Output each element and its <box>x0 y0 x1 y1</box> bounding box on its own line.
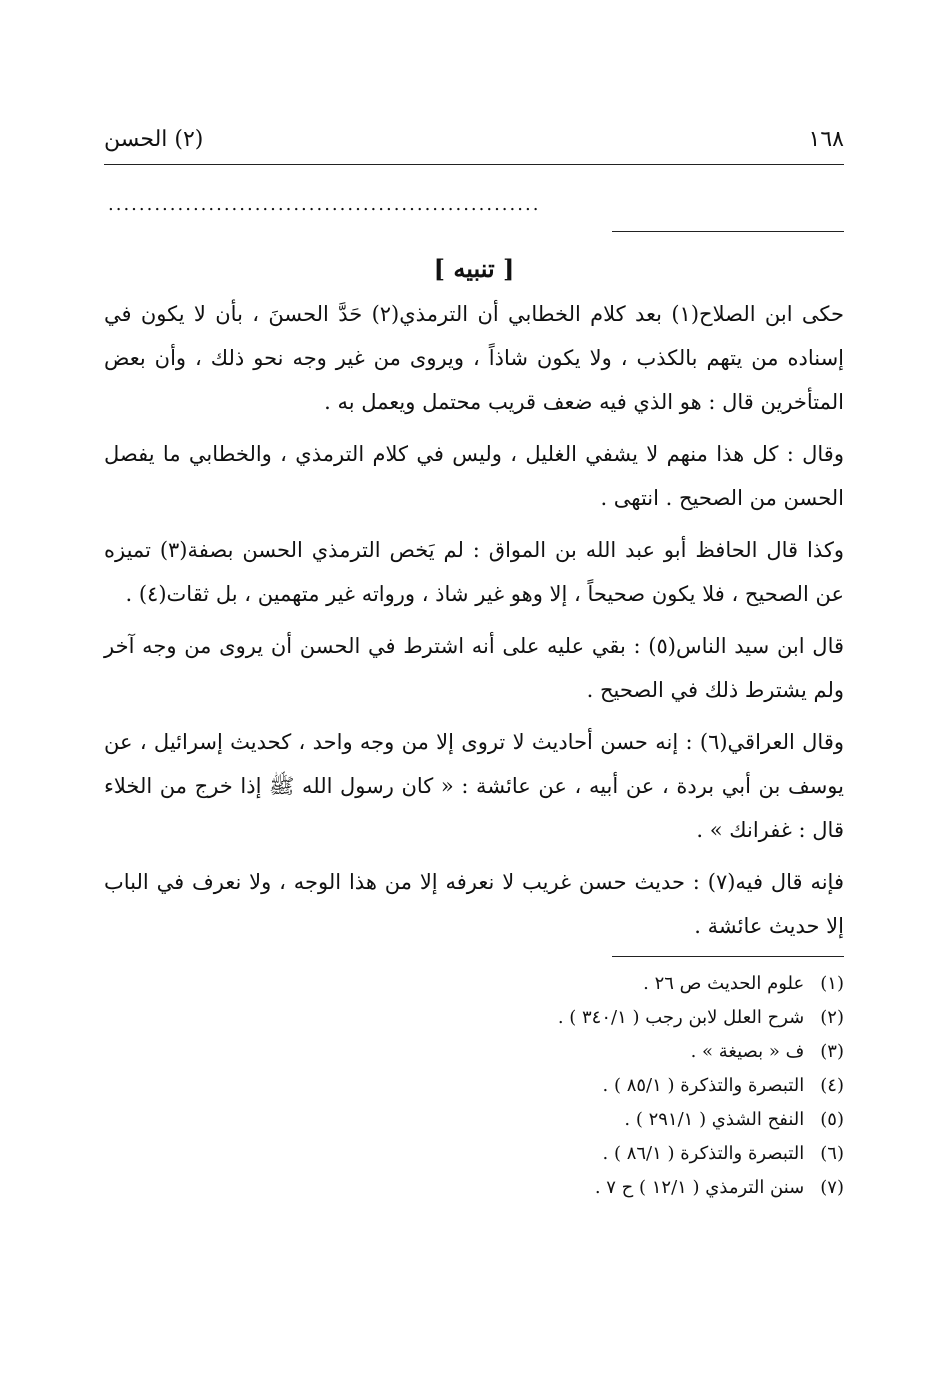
chapter-title: (٢) الحسن <box>104 127 204 152</box>
footnote-number: (١) <box>820 973 844 994</box>
footnote-text: التبصرة والتذكرة ( ٨٥/١ ) . <box>602 1075 805 1096</box>
footnote <box>104 1001 844 1035</box>
footnote <box>104 1103 844 1137</box>
footnote-text: النفح الشذي ( ٢٩١/١ ) . <box>624 1109 805 1130</box>
omission-dots: ........................................................ <box>108 194 541 215</box>
footnote-divider <box>612 956 844 957</box>
footnote-text: التبصرة والتذكرة ( ٨٦/١ ) . <box>602 1143 805 1164</box>
notice-heading: [ تنبيه ] <box>433 254 515 283</box>
footnote-number: (٢) <box>820 1007 844 1028</box>
book-page <box>104 120 844 1221</box>
footnote-number: (٧) <box>820 1177 844 1198</box>
footnote-text: علوم الحديث ص ٢٦ . <box>643 973 805 994</box>
footnote-text: شرح العلل لابن رجب ( ٣٤٠/١ ) . <box>557 1007 805 1028</box>
footnote <box>104 1171 844 1205</box>
running-header <box>104 120 844 160</box>
paragraph: قال ابن سيد الناس(٥) : بقي عليه على أنه اشترط في الحسن أن يروى من وجه آخر ولم يشترط ذلك في الصحيح . <box>104 634 845 702</box>
paragraph: حكى ابن الصلاح(١) بعد كلام الخطابي أن الترمذي(٢) حَدَّ الحسنَ ، بأن لا يكون في إسناده من يتهم بالكذب ، ولا يكون شاذاً ، ويروى من غير وجه نحو ذلك ، وأن بعض المتأخرين قال : هو الذي فيه ضعف قريب محتمل ويعمل به . <box>104 302 844 414</box>
footnote-text: ف « بصيغة » . <box>690 1041 805 1062</box>
footnote <box>104 1137 844 1171</box>
footnote-number: (٥) <box>820 1109 844 1130</box>
paragraph: وقال : كل هذا منهم لا يشفي الغليل ، وليس في كلام الترمذي ، والخطابي ما يفصل الحسن من الصحيح . انتهى . <box>104 442 844 510</box>
paragraph: فإنه قال فيه(٧) : حديث حسن غريب لا نعرفه إلا من هذا الوجه ، ولا نعرف في الباب إلا حديث عائشة . <box>104 870 844 938</box>
paragraph: وكذا قال الحافظ أبو عبد الله بن المواق : لم يَخص الترمذي الحسن بصفة(٣) تميزه عن الصحيح ، فلا يكون صحيحاً ، إلا وهو غير شاذ ، ورواته غير متهمين ، بل ثقات(٤) . <box>104 538 844 606</box>
footnote-number: (٣) <box>820 1041 844 1062</box>
footnote <box>104 1035 844 1069</box>
header-divider <box>104 164 844 165</box>
footnotes-list <box>104 967 844 1205</box>
page-number: ١٦٨ <box>808 127 844 152</box>
footnote-number: (٦) <box>820 1143 844 1164</box>
footnote-number: (٤) <box>820 1075 844 1096</box>
section-divider <box>612 231 844 232</box>
body-text <box>104 292 844 948</box>
footnote-text: سنن الترمذي ( ١٢/١ ) ح ٧ . <box>594 1177 805 1198</box>
paragraph: وقال العراقي(٦) : إنه حسن أحاديث لا تروى إلا من وجه واحد ، كحديث إسرائيل ، عن يوسف بن أبي بردة ، عن أبيه ، عن عائشة : « كان رسول الله ﷺ إذا خرج من الخلاء قال : غفرانك » . <box>104 730 845 842</box>
footnote <box>104 1069 844 1103</box>
footnote <box>104 967 844 1001</box>
